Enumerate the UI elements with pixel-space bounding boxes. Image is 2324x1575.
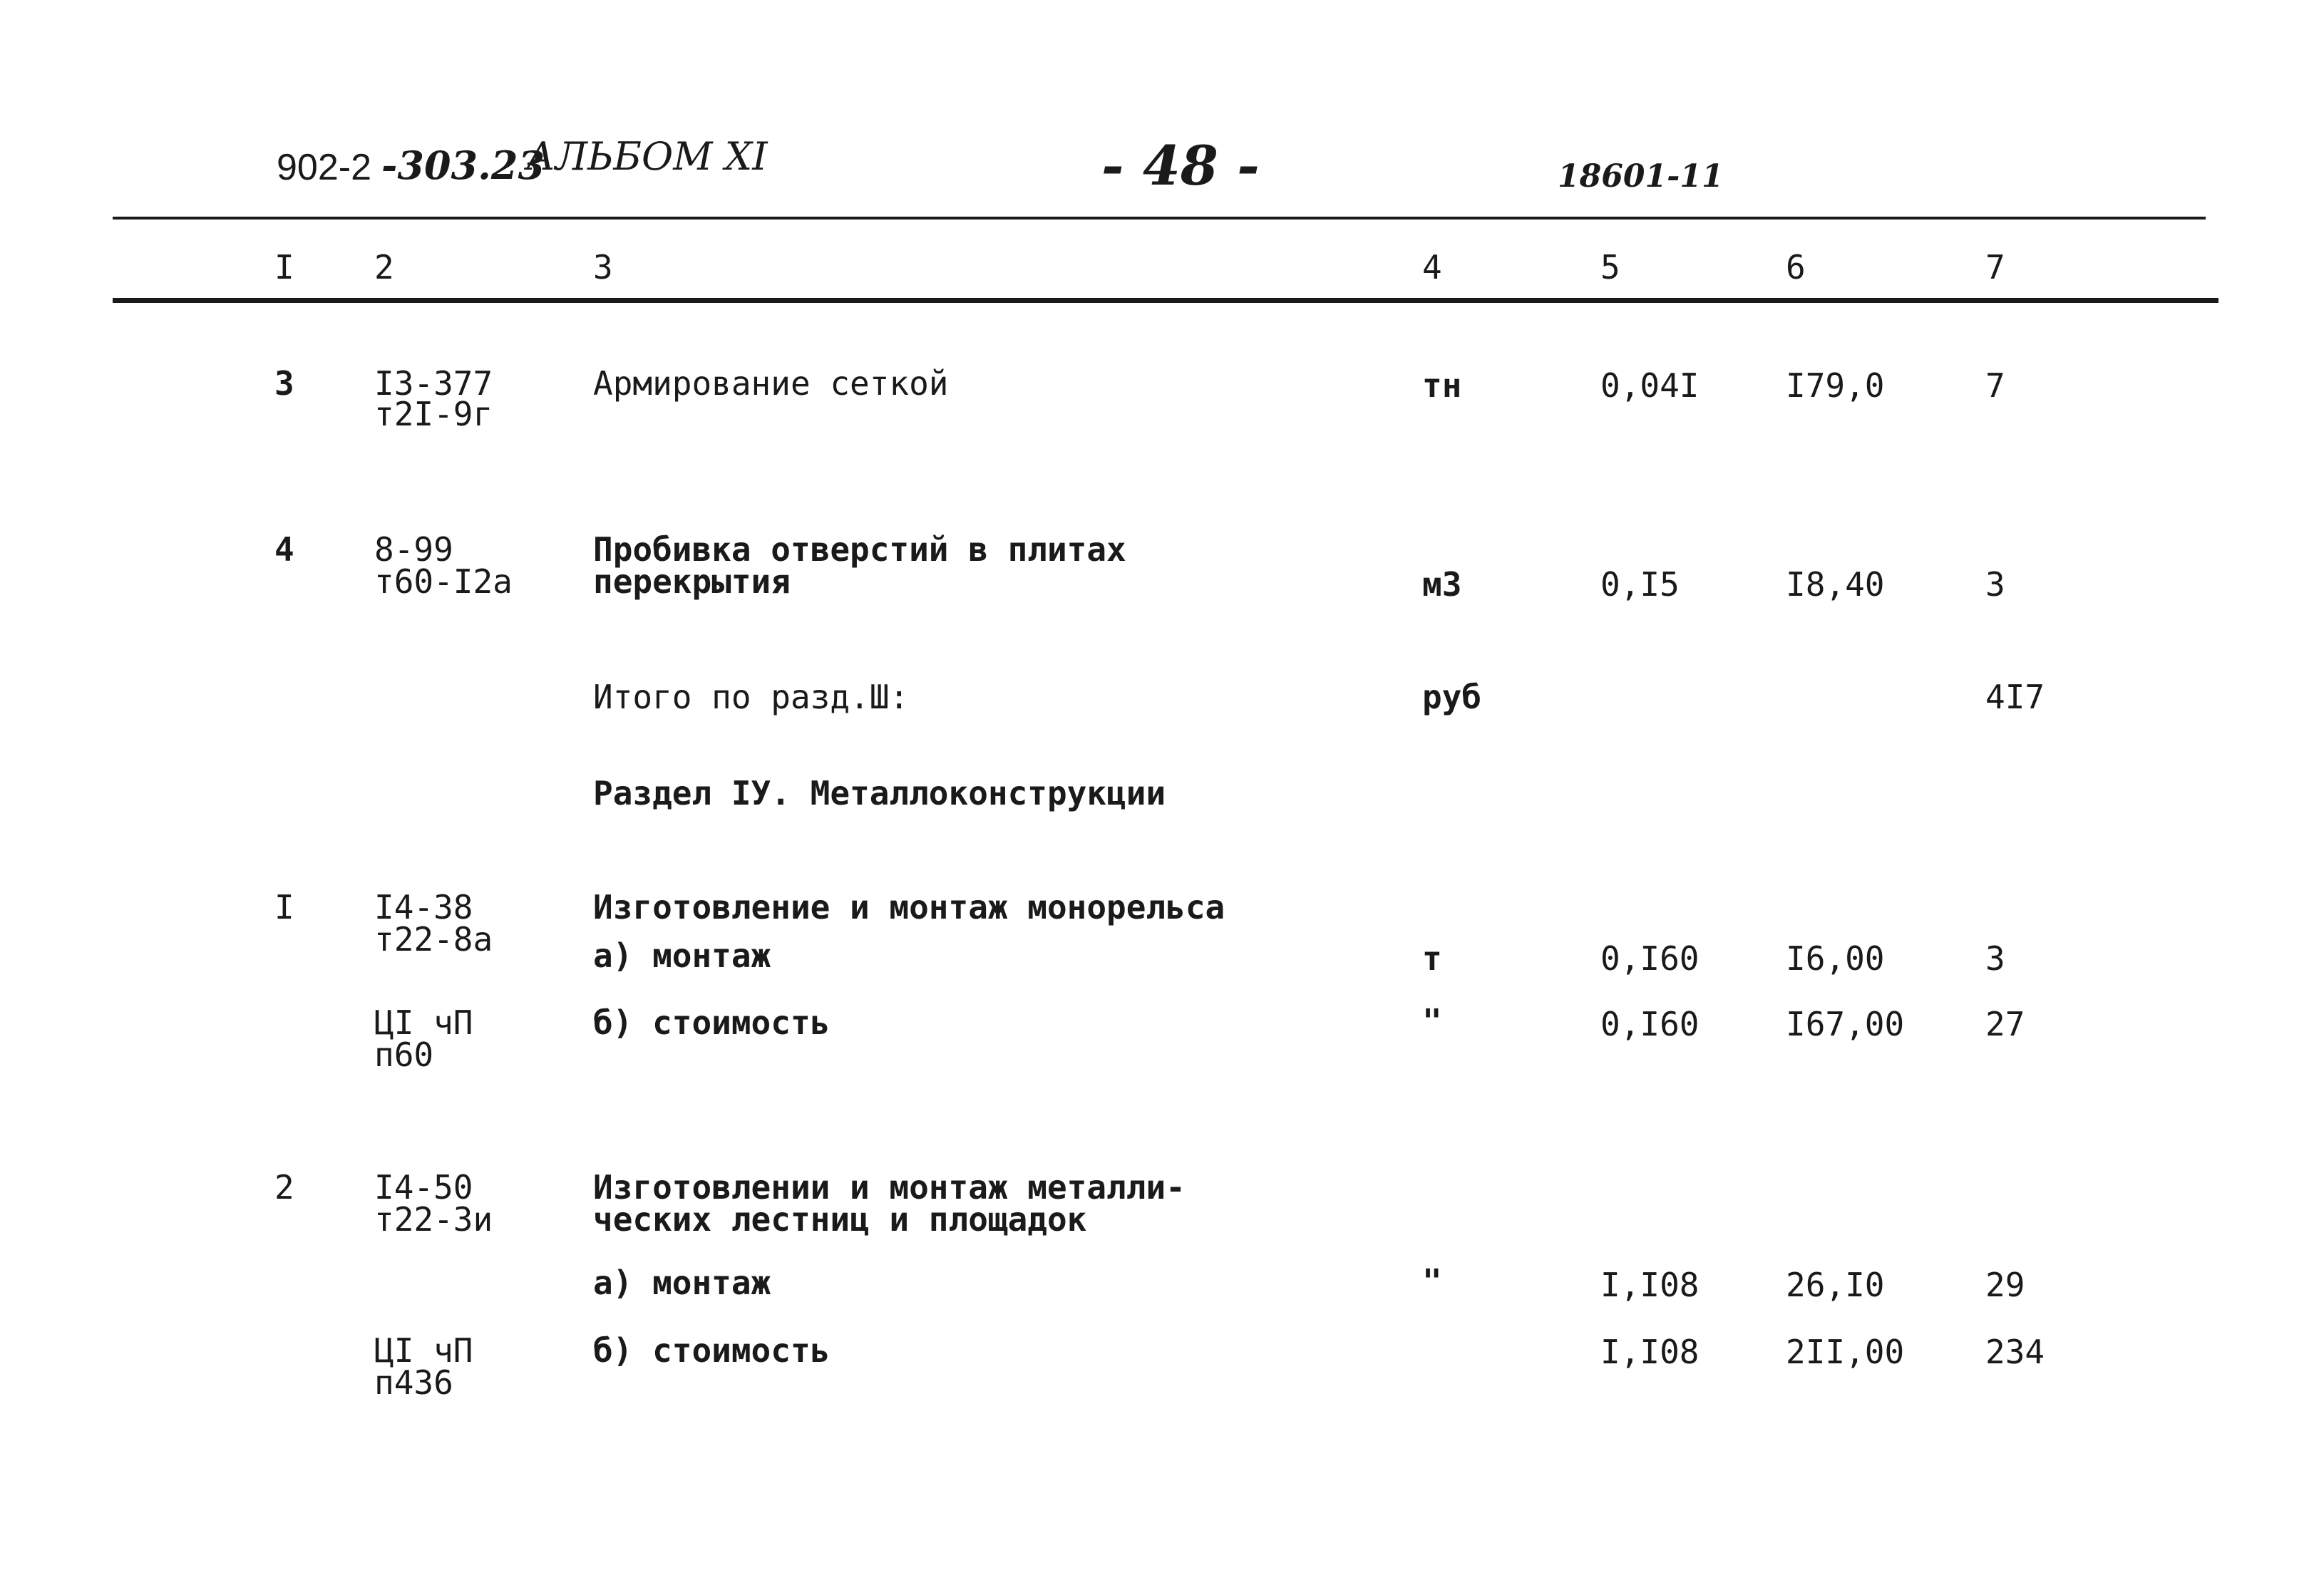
column-header-1: I xyxy=(274,248,294,286)
subtotal-label: Итого по разд.Ш: xyxy=(593,678,910,716)
norm-code-line2: п436 xyxy=(374,1363,453,1402)
norm-code-line2: т22-3и xyxy=(374,1200,493,1239)
quantity: 0,04I xyxy=(1600,366,1700,405)
column-header-5: 5 xyxy=(1600,248,1620,286)
norm-code-line2: п60 xyxy=(374,1036,434,1074)
quantity: 0,I60 xyxy=(1600,1005,1700,1043)
unit-price: I79,0 xyxy=(1786,366,1885,405)
quantity: I,I08 xyxy=(1600,1266,1700,1304)
table-top-rule xyxy=(113,217,2206,220)
work-description: б) стоимость xyxy=(593,1003,831,1042)
work-description: а) монтаж xyxy=(593,936,771,975)
norm-code-line2: т2I-9г xyxy=(374,395,493,433)
total-cost: 3 xyxy=(1985,939,2005,978)
total-cost: 3 xyxy=(1985,565,2005,604)
table-header-rule xyxy=(113,298,2218,303)
unit-price: 2II,00 xyxy=(1786,1333,1905,1371)
total-cost: 27 xyxy=(1985,1005,2025,1043)
norm-code-line2: т22-8а xyxy=(374,920,493,959)
work-description: Изготовлении и монтаж металли- xyxy=(593,1168,1186,1207)
norm-code: ЦI чП xyxy=(374,1003,473,1042)
norm-code-line2: т60-I2а xyxy=(374,562,513,601)
quantity: I,I08 xyxy=(1600,1333,1700,1371)
column-header-2: 2 xyxy=(374,248,394,286)
work-description: Пробивка отверстий в плитах xyxy=(593,530,1126,569)
norm-code: I4-38 xyxy=(374,888,473,926)
total-cost: 7 xyxy=(1985,366,2005,405)
total-cost: 234 xyxy=(1985,1333,2045,1371)
quantity: 0,I5 xyxy=(1600,565,1680,604)
unit: м3 xyxy=(1422,565,1462,604)
unit: " xyxy=(1422,1262,1442,1301)
sheet-reference: 18601-11 xyxy=(1558,158,1724,195)
work-description-line2: ческих лестниц и площадок xyxy=(593,1200,1087,1239)
unit-price: I8,40 xyxy=(1786,565,1885,604)
column-header-7: 7 xyxy=(1985,248,2005,286)
row-number: 3 xyxy=(274,364,294,403)
row-number: 4 xyxy=(274,530,294,569)
doc-code-handwritten: -303.23 xyxy=(381,143,545,188)
norm-code: ЦI чП xyxy=(374,1331,473,1370)
subtotal-total: 4I7 xyxy=(1985,678,2045,716)
column-header-6: 6 xyxy=(1786,248,1806,286)
row-number: 2 xyxy=(274,1168,294,1207)
norm-code: 8-99 xyxy=(374,530,453,569)
norm-code: I4-50 xyxy=(374,1168,473,1207)
total-cost: 29 xyxy=(1985,1266,2025,1304)
subtotal-unit: руб xyxy=(1422,678,1482,716)
page-number: - 48 - xyxy=(1101,134,1260,197)
unit: " xyxy=(1422,1002,1442,1040)
unit-price: I67,00 xyxy=(1786,1005,1905,1043)
column-header-3: 3 xyxy=(593,248,613,286)
work-description-line2: перекрытия xyxy=(593,562,791,601)
work-description: б) стоимость xyxy=(593,1331,831,1370)
column-header-4: 4 xyxy=(1422,248,1442,286)
section-title: Раздел IУ. Металлоконструкции xyxy=(593,774,1166,812)
album-label: АЛЬБОМ XI xyxy=(526,134,768,179)
unit: т xyxy=(1422,939,1442,978)
work-description: Армирование сеткой xyxy=(593,364,949,403)
work-description: а) монтаж xyxy=(593,1264,771,1302)
unit-price: I6,00 xyxy=(1786,939,1885,978)
row-number: I xyxy=(274,888,294,926)
unit-price: 26,I0 xyxy=(1786,1266,1885,1304)
unit: тн xyxy=(1422,366,1462,405)
quantity: 0,I60 xyxy=(1600,939,1700,978)
norm-code: I3-377 xyxy=(374,364,493,403)
work-description: Изготовление и монтаж монорельса xyxy=(593,888,1225,926)
doc-code: 902-2 xyxy=(277,147,371,188)
